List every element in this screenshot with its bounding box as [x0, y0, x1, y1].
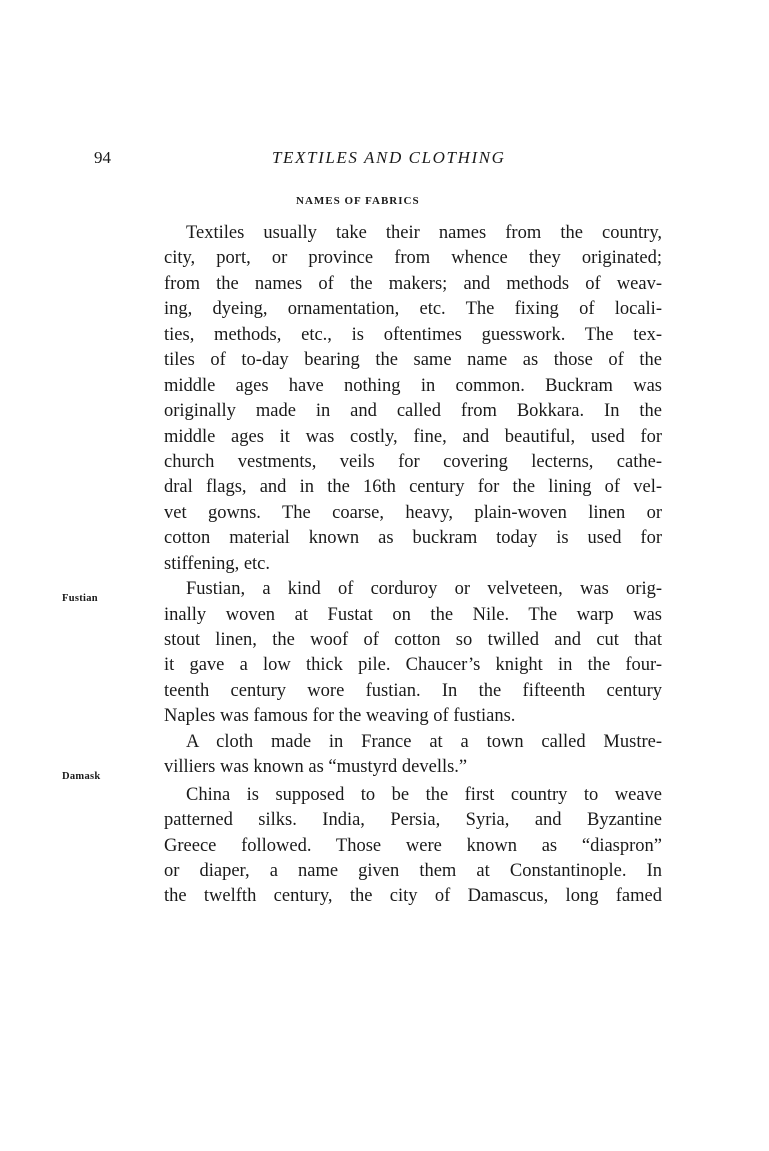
text-line: inally woven at Fustat on the Nile. The warp was — [164, 604, 662, 625]
margin-note-fustian: Fustian — [62, 593, 98, 604]
text-line: stout linen, the woof of cotton so twilled and cut that — [164, 630, 662, 650]
text-line: ing, dyeing, ornamentation, etc. The fixing of locali- — [164, 299, 662, 320]
paragraph-fustian — [164, 577, 662, 730]
text-line: it gave a low thick pile. Chaucer’s knight in the four- — [164, 655, 662, 676]
text-line: Textiles usually take their names from the country, — [186, 223, 662, 243]
text-line: villiers was known as “mustyrd devells.” — [164, 757, 468, 778]
text-line: or diaper, a name given them at Constantinople. In — [164, 860, 662, 881]
text-line: Greece followed. Those were known as “diaspron” — [164, 835, 662, 856]
running-head — [94, 146, 664, 170]
margin-note-damask: Damask — [62, 771, 101, 782]
text-line: Naples was famous for the weaving of fustians. — [164, 706, 516, 727]
text-line: A cloth made in France at a town called Mustre- — [186, 731, 662, 752]
text-line: from the names of the makers; and methods of weav- — [164, 273, 662, 294]
text-line: vet gowns. The coarse, heavy, plain-woven linen or — [164, 502, 662, 523]
text-line: China is supposed to be the first country to weave — [186, 784, 662, 805]
text-line: ties, methods, etc., is oftentimes guesswork. The tex- — [164, 324, 662, 345]
text-line: the twelfth century, the city of Damascus, long famed — [164, 886, 662, 907]
paragraph-names-of-fabrics — [164, 221, 662, 577]
paragraph-damask — [164, 783, 662, 910]
text-line: city, port, or province from whence they originated; — [164, 248, 662, 269]
body-text — [164, 221, 662, 910]
text-line: dral flags, and in the 16th century for the lining of vel- — [164, 477, 662, 498]
text-line: tiles of to-day bearing the same name as those of the — [164, 350, 662, 371]
text-line: middle ages it was costly, fine, and beautiful, used for — [164, 426, 662, 447]
page-number: 94 — [94, 148, 111, 167]
section-heading: NAMES OF FABRICS — [296, 195, 420, 207]
text-line: originally made in and called from Bokkara. In the — [164, 401, 662, 422]
text-line: patterned silks. India, Persia, Syria, and Byzantine — [164, 810, 662, 831]
text-line: middle ages have nothing in common. Buckram was — [164, 375, 662, 396]
text-line: church vestments, veils for covering lecterns, cathe- — [164, 451, 662, 472]
text-line: teenth century wore fustian. In the fifteenth century — [164, 680, 662, 701]
paragraph-mustyrd-devells — [164, 730, 662, 781]
running-title: TEXTILES AND CLOTHING — [272, 148, 506, 167]
text-line: Fustian, a kind of corduroy or velveteen, was orig- — [186, 579, 662, 600]
text-line: cotton material known as buckram today is used for — [164, 528, 662, 549]
text-line: stiffening, etc. — [164, 553, 271, 574]
